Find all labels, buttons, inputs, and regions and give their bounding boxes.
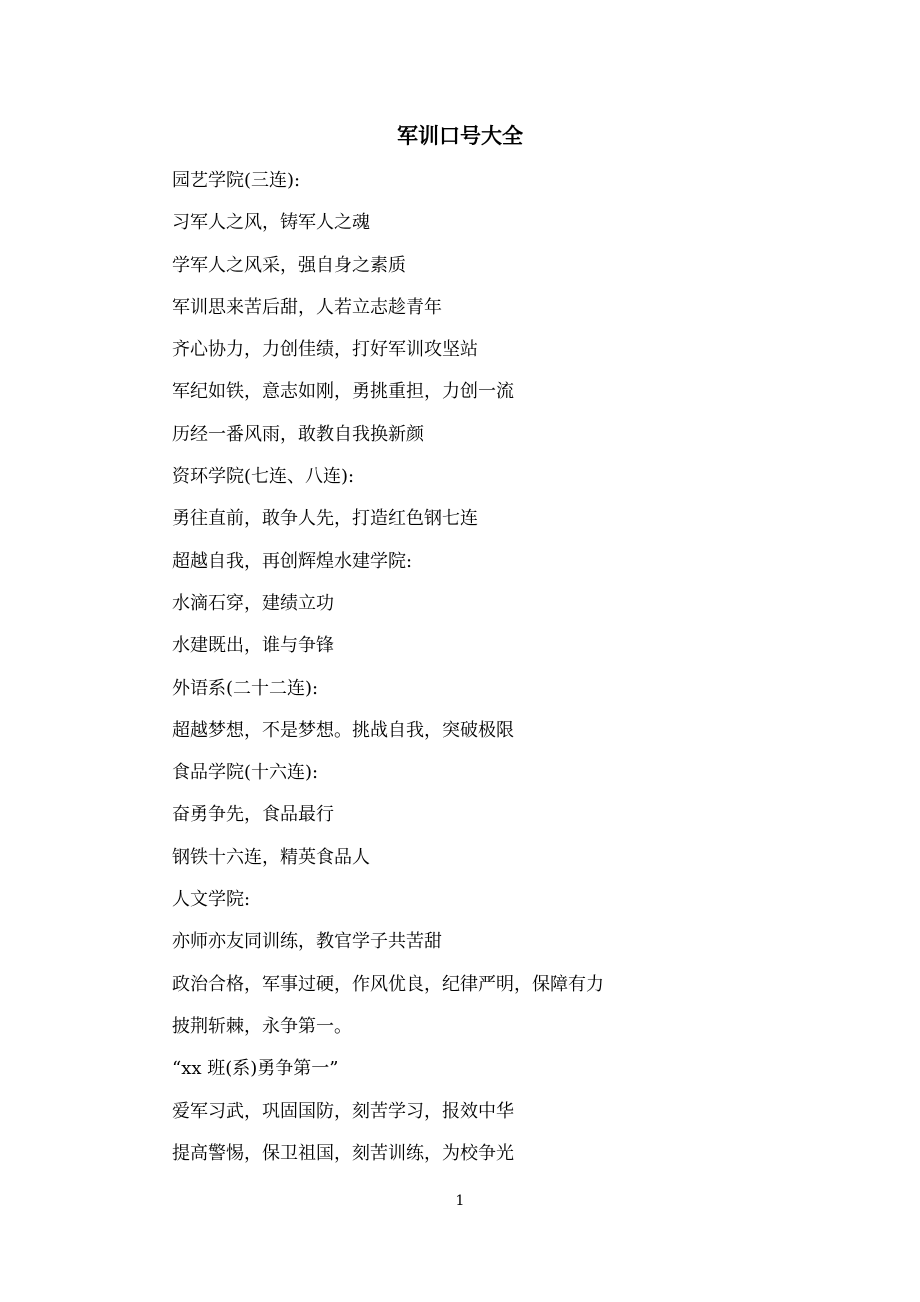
list-item: 水滴石穿，建绩立功 — [172, 592, 334, 614]
list-item: 政治合格，军事过硬，作风优良，纪律严明，保障有力 — [172, 973, 604, 995]
list-item: 超越梦想，不是梦想。挑战自我，突破极限 — [172, 719, 514, 741]
document-title: 军训口号大全 — [397, 123, 523, 148]
list-item: 奋勇争先，食品最行 — [172, 804, 334, 826]
list-item: 披荆斩棘，永争第一。 — [172, 1015, 352, 1037]
list-item: 资环学院(七连、八连): — [172, 466, 355, 488]
slogan-list — [172, 166, 832, 1181]
list-item: “xx 班(系)勇争第一” — [172, 1058, 339, 1080]
list-item: 齐心协力，力创佳绩，打好军训攻坚站 — [172, 339, 478, 361]
list-item: 提高警惕，保卫祖国，刻苦训练，为校争光 — [172, 1142, 514, 1164]
list-item: 人文学院: — [172, 889, 251, 911]
list-item: 超越自我，再创辉煌水建学院: — [172, 550, 413, 572]
list-item: 爱军习武，巩固国防，刻苦学习，报效中华 — [172, 1100, 514, 1122]
list-item: 外语系(二十二连): — [172, 677, 319, 699]
list-item: 军训思来苦后甜，人若立志趁青年 — [172, 296, 442, 318]
list-item: 学军人之风采，强自身之素质 — [172, 254, 406, 276]
list-item: 军纪如铁，意志如刚，勇挑重担，力创一流 — [172, 381, 514, 403]
list-item: 勇往直前，敢争人先，打造红色钢七连 — [172, 508, 478, 530]
list-item: 园艺学院(三连): — [172, 170, 301, 191]
list-item: 食品学院(十六连): — [172, 762, 319, 784]
list-item: 钢铁十六连，精英食品人 — [172, 846, 370, 868]
list-item: 亦师亦友同训练，教官学子共苦甜 — [172, 931, 442, 953]
list-item: 水建既出，谁与争锋 — [172, 635, 334, 657]
page-number: 1 — [455, 1193, 465, 1209]
list-item: 习军人之风，铸军人之魂 — [172, 212, 370, 234]
list-item: 历经一番风雨，敢教自我换新颜 — [172, 423, 424, 445]
